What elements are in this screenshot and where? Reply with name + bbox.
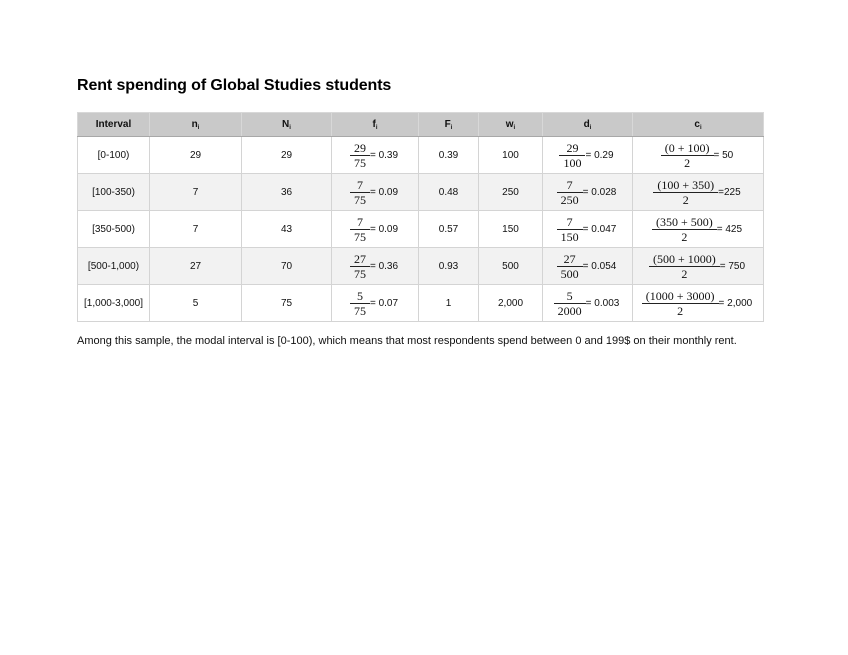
conclusion-note: Among this sample, the modal interval is [0-100), which means that most respondents spend between 0 and 199$ on their monthly rent.	[77, 335, 737, 347]
cell-n: 7	[150, 174, 242, 211]
result: = 0.36	[369, 260, 399, 272]
result: = 0.047	[582, 223, 617, 235]
cell-F: 0.39	[419, 137, 479, 174]
header-d: $d_i$	[543, 113, 633, 137]
cell-w: 250	[479, 174, 543, 211]
fraction	[352, 252, 368, 281]
denominator: 150	[557, 229, 583, 244]
result: = 0.003	[585, 297, 620, 309]
fraction	[556, 289, 584, 318]
result: =225	[718, 186, 741, 198]
cell-c	[633, 285, 764, 322]
header-w: $w_i$	[479, 113, 543, 137]
result: = 0.028	[582, 186, 617, 198]
cell-interval: [350-500)	[78, 211, 150, 248]
cell-d	[543, 248, 633, 285]
fraction	[352, 215, 368, 244]
fraction	[561, 141, 583, 170]
header-c: $c_i$	[633, 113, 764, 137]
numerator: 7	[356, 177, 363, 192]
cell-c	[633, 137, 764, 174]
cell-d	[543, 285, 633, 322]
numerator: (0 + 100)	[664, 140, 710, 155]
fraction	[651, 252, 718, 281]
numerator: 29	[566, 140, 579, 155]
fraction	[559, 252, 581, 281]
cell-interval: [500-1,000)	[78, 248, 150, 285]
result: = 425	[716, 223, 743, 235]
header-n: $n_i$	[150, 113, 242, 137]
numerator: (100 + 350)	[657, 177, 715, 192]
cell-w: 150	[479, 211, 543, 248]
result: = 2,000	[718, 297, 753, 309]
header-N: $N_i$	[242, 113, 332, 137]
cell-f	[332, 285, 419, 322]
denominator: 2	[661, 155, 714, 170]
denominator: 2	[653, 192, 718, 207]
numerator: (1000 + 3000)	[645, 288, 715, 303]
cell-F: 0.93	[419, 248, 479, 285]
cell-n: 27	[150, 248, 242, 285]
fraction	[644, 289, 717, 318]
numerator: 7	[566, 214, 573, 229]
numerator: 7	[566, 177, 573, 192]
cell-F: 1	[419, 285, 479, 322]
cell-f	[332, 211, 419, 248]
table-row	[78, 248, 764, 285]
denominator: 250	[557, 192, 583, 207]
fraction	[655, 178, 716, 207]
denominator: 75	[350, 155, 370, 170]
table-row	[78, 211, 764, 248]
cell-n: 7	[150, 211, 242, 248]
fraction	[352, 141, 368, 170]
denominator: 2	[642, 303, 719, 318]
denominator: 2	[652, 229, 717, 244]
cell-N: 75	[242, 285, 332, 322]
cell-N: 70	[242, 248, 332, 285]
result: = 750	[719, 260, 746, 272]
cell-N: 43	[242, 211, 332, 248]
denominator: 2000	[554, 303, 586, 318]
result: = 50	[713, 149, 734, 161]
cell-interval: [0-100)	[78, 137, 150, 174]
fraction	[559, 215, 581, 244]
result: = 0.054	[582, 260, 617, 272]
fraction	[352, 178, 368, 207]
fraction	[559, 178, 581, 207]
result: = 0.39	[369, 149, 399, 161]
numerator: (350 + 500)	[655, 214, 713, 229]
cell-d	[543, 211, 633, 248]
cell-F: 0.57	[419, 211, 479, 248]
denominator: 75	[350, 266, 370, 281]
cell-w: 100	[479, 137, 543, 174]
result: = 0.07	[369, 297, 399, 309]
cell-interval: [100-350)	[78, 174, 150, 211]
fraction	[352, 289, 368, 318]
cell-w: 500	[479, 248, 543, 285]
denominator: 500	[557, 266, 583, 281]
numerator: 5	[566, 288, 573, 303]
denominator: 75	[350, 303, 370, 318]
cell-N: 29	[242, 137, 332, 174]
numerator: 29	[353, 140, 366, 155]
denominator: 100	[559, 155, 585, 170]
header-interval: Interval	[78, 113, 150, 137]
frequency-table	[77, 112, 764, 322]
page-title: Rent spending of Global Studies students	[77, 77, 392, 94]
fraction	[663, 141, 712, 170]
denominator: 75	[350, 192, 370, 207]
table-row	[78, 174, 764, 211]
result: = 0.09	[369, 186, 399, 198]
result: = 0.29	[585, 149, 614, 161]
cell-d	[543, 174, 633, 211]
cell-f	[332, 137, 419, 174]
cell-c	[633, 211, 764, 248]
numerator: 27	[563, 251, 576, 266]
numerator: 5	[356, 288, 363, 303]
fraction	[654, 215, 715, 244]
table-row	[78, 285, 764, 322]
header-F: $F_i$	[419, 113, 479, 137]
cell-f	[332, 174, 419, 211]
denominator: 75	[350, 229, 370, 244]
header-row	[78, 113, 764, 137]
cell-w: 2,000	[479, 285, 543, 322]
numerator: 7	[356, 214, 363, 229]
cell-c	[633, 174, 764, 211]
cell-c	[633, 248, 764, 285]
cell-f	[332, 248, 419, 285]
denominator: 2	[649, 266, 720, 281]
cell-n: 5	[150, 285, 242, 322]
cell-d	[543, 137, 633, 174]
header-f: $f_i$	[332, 113, 419, 137]
result: = 0.09	[369, 223, 399, 235]
numerator: (500 + 1000)	[652, 251, 716, 266]
numerator: 27	[353, 251, 366, 266]
cell-n: 29	[150, 137, 242, 174]
cell-F: 0.48	[419, 174, 479, 211]
table-row	[78, 137, 764, 174]
cell-interval: [1,000-3,000]	[78, 285, 150, 322]
cell-N: 36	[242, 174, 332, 211]
